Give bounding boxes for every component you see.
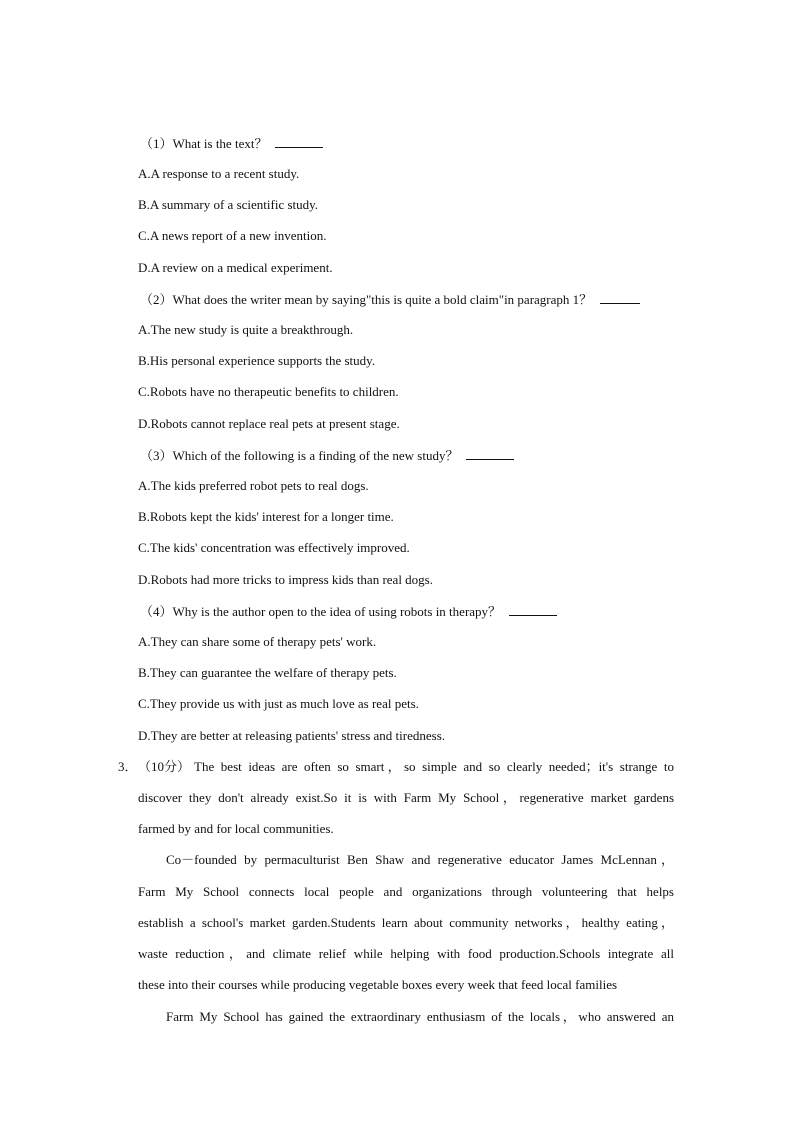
answer-blank: [600, 291, 640, 304]
question-3-stem: [140, 447, 514, 464]
passage-line: establish a school's market garden.Students learn about community networks，healthy eating，: [138, 915, 674, 930]
section-3-number: 3．: [118, 759, 138, 774]
passage-line: farmed by and for local communities.: [138, 821, 334, 836]
question-1-option-c: C.A news report of a new invention.: [138, 228, 327, 243]
question-1-option-d: D.A review on a medical experiment.: [138, 260, 333, 275]
passage-line: discover they don't already exist.So it is with Farm My School，regenerative market gardens: [138, 790, 674, 805]
question-3-text: （3）Which of the following is a finding of the new study？: [140, 448, 459, 463]
passage-line: Farm My School connects local people and organizations through volunteering that helps: [138, 884, 674, 899]
answer-blank: [275, 135, 323, 148]
question-1-stem: [140, 135, 323, 152]
answer-blank: [466, 447, 514, 460]
question-2-option-b: B.His personal experience supports the study.: [138, 353, 376, 368]
question-1-option-a: A.A response to a recent study.: [138, 166, 300, 181]
question-3-option-b: B.Robots kept the kids' interest for a longer time.: [138, 509, 394, 524]
question-3-option-a: A.The kids preferred robot pets to real dogs.: [138, 478, 369, 493]
section-3-score: （10分）: [138, 759, 191, 774]
question-4-option-a: A.They can share some of therapy pets' work.: [138, 634, 377, 649]
question-4-option-b: B.They can guarantee the welfare of therapy pets.: [138, 665, 397, 680]
passage-line: Farm My School has gained the extraordinary enthusiasm of the locals，who answered an: [166, 1009, 674, 1024]
question-1-text: （1）What is the text？: [140, 136, 268, 151]
question-4-stem: [140, 603, 557, 620]
passage-line: waste reduction，and climate relief while helping with food production.Schools integrate all: [138, 946, 674, 961]
question-2-stem: [140, 291, 640, 308]
passage-line: Co－founded by permaculturist Ben Shaw and regenerative educator James McLennan，: [166, 852, 674, 867]
passage-line: these into their courses while producing vegetable boxes every week that feed local families: [138, 977, 618, 992]
question-3-option-c: C.The kids' concentration was effectively improved.: [138, 540, 410, 555]
question-1-option-b: B.A summary of a scientific study.: [138, 197, 319, 212]
section-3-first-line: [138, 759, 674, 775]
question-2-option-c: C.Robots have no therapeutic benefits to children.: [138, 384, 399, 399]
question-2-option-d: D.Robots cannot replace real pets at present stage.: [138, 416, 400, 431]
question-4-option-c: C.They provide us with just as much love as real pets.: [138, 696, 419, 711]
question-4-text: （4）Why is the author open to the idea of using robots in therapy？: [140, 604, 502, 619]
answer-blank: [509, 603, 557, 616]
passage-line: The best ideas are often so smart，so simple and so clearly needed；it's strange to: [194, 759, 674, 774]
question-2-text: （2）What does the writer mean by saying"this is quite a bold claim"in paragraph 1？: [140, 292, 593, 307]
question-2-option-a: A.The new study is quite a breakthrough.: [138, 322, 354, 337]
question-3-option-d: D.Robots had more tricks to impress kids than real dogs.: [138, 572, 433, 587]
question-4-option-d: D.They are better at releasing patients' stress and tiredness.: [138, 728, 446, 743]
